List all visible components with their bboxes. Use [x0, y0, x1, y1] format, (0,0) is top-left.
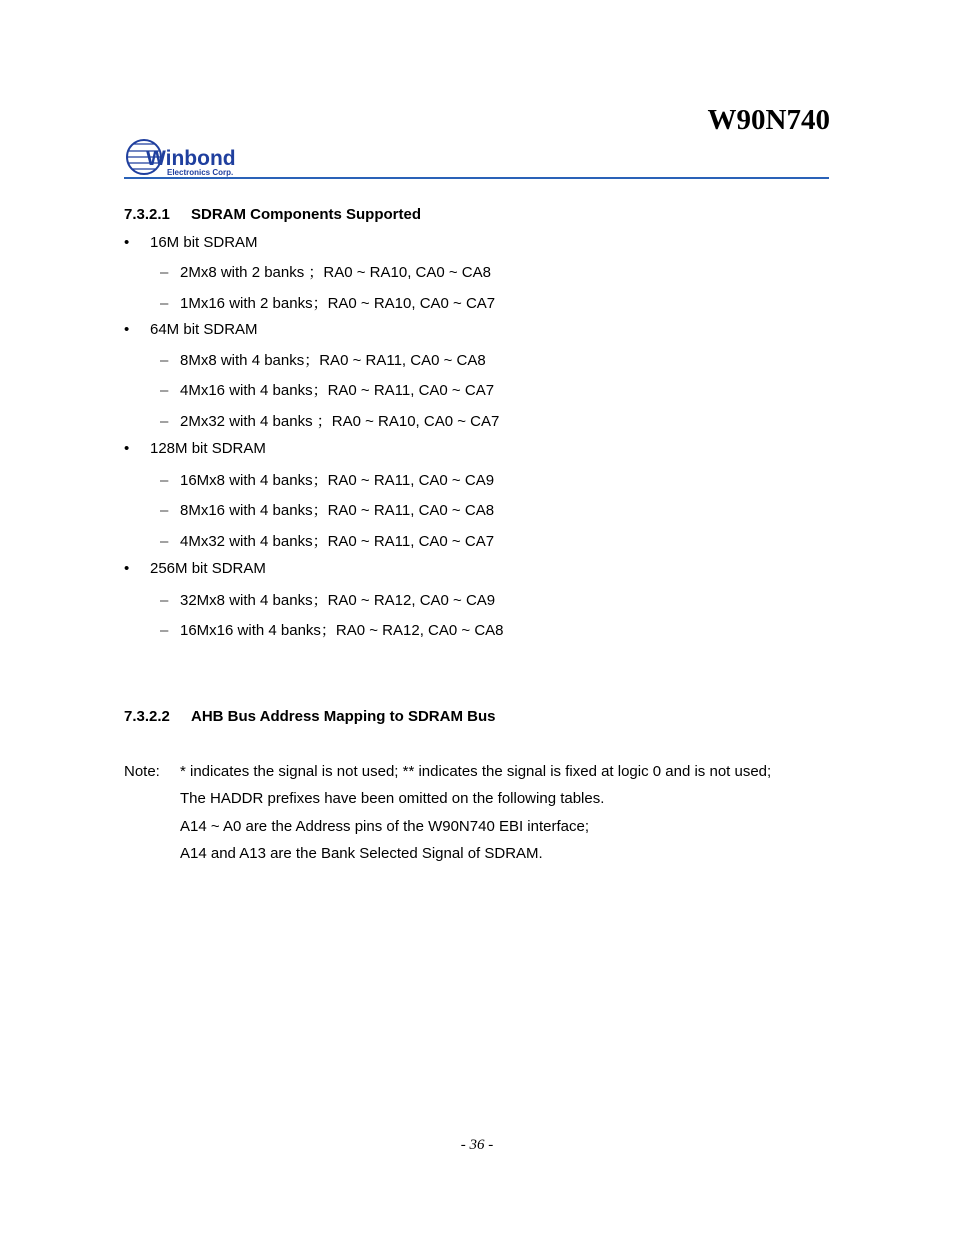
bullet-icon: •: [124, 560, 130, 577]
bullet-icon: •: [124, 234, 130, 251]
list-item: – 1Mx16 with 2 banks；RA0 ~ RA10, CA0 ~ CA7: [160, 295, 496, 312]
dash-icon: –: [160, 533, 169, 550]
dash-icon: –: [160, 502, 169, 519]
list-item: – 16Mx16 with 4 banks；RA0 ~ RA12, CA0 ~ CA8: [160, 622, 504, 639]
bullet-16m-sdram: [124, 234, 258, 251]
section-heading-7-3-2-2: [124, 708, 495, 725]
bullet-label: 16M bit SDRAM: [150, 234, 258, 251]
note-line: A14 and A13 are the Bank Selected Signal of SDRAM.: [180, 845, 543, 862]
bullet-icon: •: [124, 321, 130, 338]
list-item: – 8Mx16 with 4 banks；RA0 ~ RA11, CA0 ~ CA8: [160, 502, 495, 519]
bullet-label: 256M bit SDRAM: [150, 560, 266, 577]
bullet-256m-sdram: [124, 560, 266, 577]
svg-text:Electronics Corp.: Electronics Corp.: [167, 168, 234, 177]
dash-icon: –: [160, 592, 169, 609]
bullet-label: 128M bit SDRAM: [150, 440, 266, 457]
list-item: – 16Mx8 with 4 banks；RA0 ~ RA11, CA0 ~ CA9: [160, 472, 495, 489]
svg-text:Winbond: Winbond: [146, 147, 236, 170]
bullet-label: 64M bit SDRAM: [150, 321, 258, 338]
section-number: 7.3.2.1: [124, 206, 170, 223]
note-line: The HADDR prefixes have been omitted on the following tables.: [180, 790, 605, 807]
bullet-icon: •: [124, 440, 130, 457]
note-line: * indicates the signal is not used; ** indicates the signal is fixed at logic 0 and is not used;: [180, 763, 772, 780]
bullet-128m-sdram: [124, 440, 266, 457]
note-label: Note:: [124, 763, 160, 780]
note-line: A14 ~ A0 are the Address pins of the W90N740 EBI interface;: [180, 818, 589, 835]
list-item: – 8Mx8 with 4 banks；RA0 ~ RA11, CA0 ~ CA8: [160, 352, 486, 369]
dash-icon: –: [160, 413, 169, 430]
section-heading-7-3-2-1: [124, 206, 421, 223]
dash-icon: –: [160, 472, 169, 489]
dash-icon: –: [160, 382, 169, 399]
bullet-64m-sdram: [124, 321, 258, 338]
list-item: – 4Mx32 with 4 banks；RA0 ~ RA11, CA0 ~ CA7: [160, 533, 495, 550]
section-title: AHB Bus Address Mapping to SDRAM Bus: [191, 708, 496, 725]
list-item: – 32Mx8 with 4 banks；RA0 ~ RA12, CA0 ~ CA9: [160, 592, 496, 609]
page-number: - 36 -: [460, 1137, 494, 1153]
header-divider: [124, 177, 829, 179]
dash-icon: –: [160, 622, 169, 639]
list-item: – 2Mx32 with 4 banks ；RA0 ~ RA10, CA0 ~ CA7: [160, 413, 500, 430]
winbond-logo: [126, 138, 256, 180]
section-title: SDRAM Components Supported: [191, 206, 421, 223]
dash-icon: –: [160, 352, 169, 369]
list-item: – 4Mx16 with 4 banks；RA0 ~ RA11, CA0 ~ CA7: [160, 382, 495, 399]
dash-icon: –: [160, 264, 169, 281]
list-item: – 2Mx8 with 2 banks ；RA0 ~ RA10, CA0 ~ CA8: [160, 264, 491, 281]
section-number: 7.3.2.2: [124, 708, 170, 725]
document-title: W90N740: [707, 104, 830, 136]
dash-icon: –: [160, 295, 169, 312]
